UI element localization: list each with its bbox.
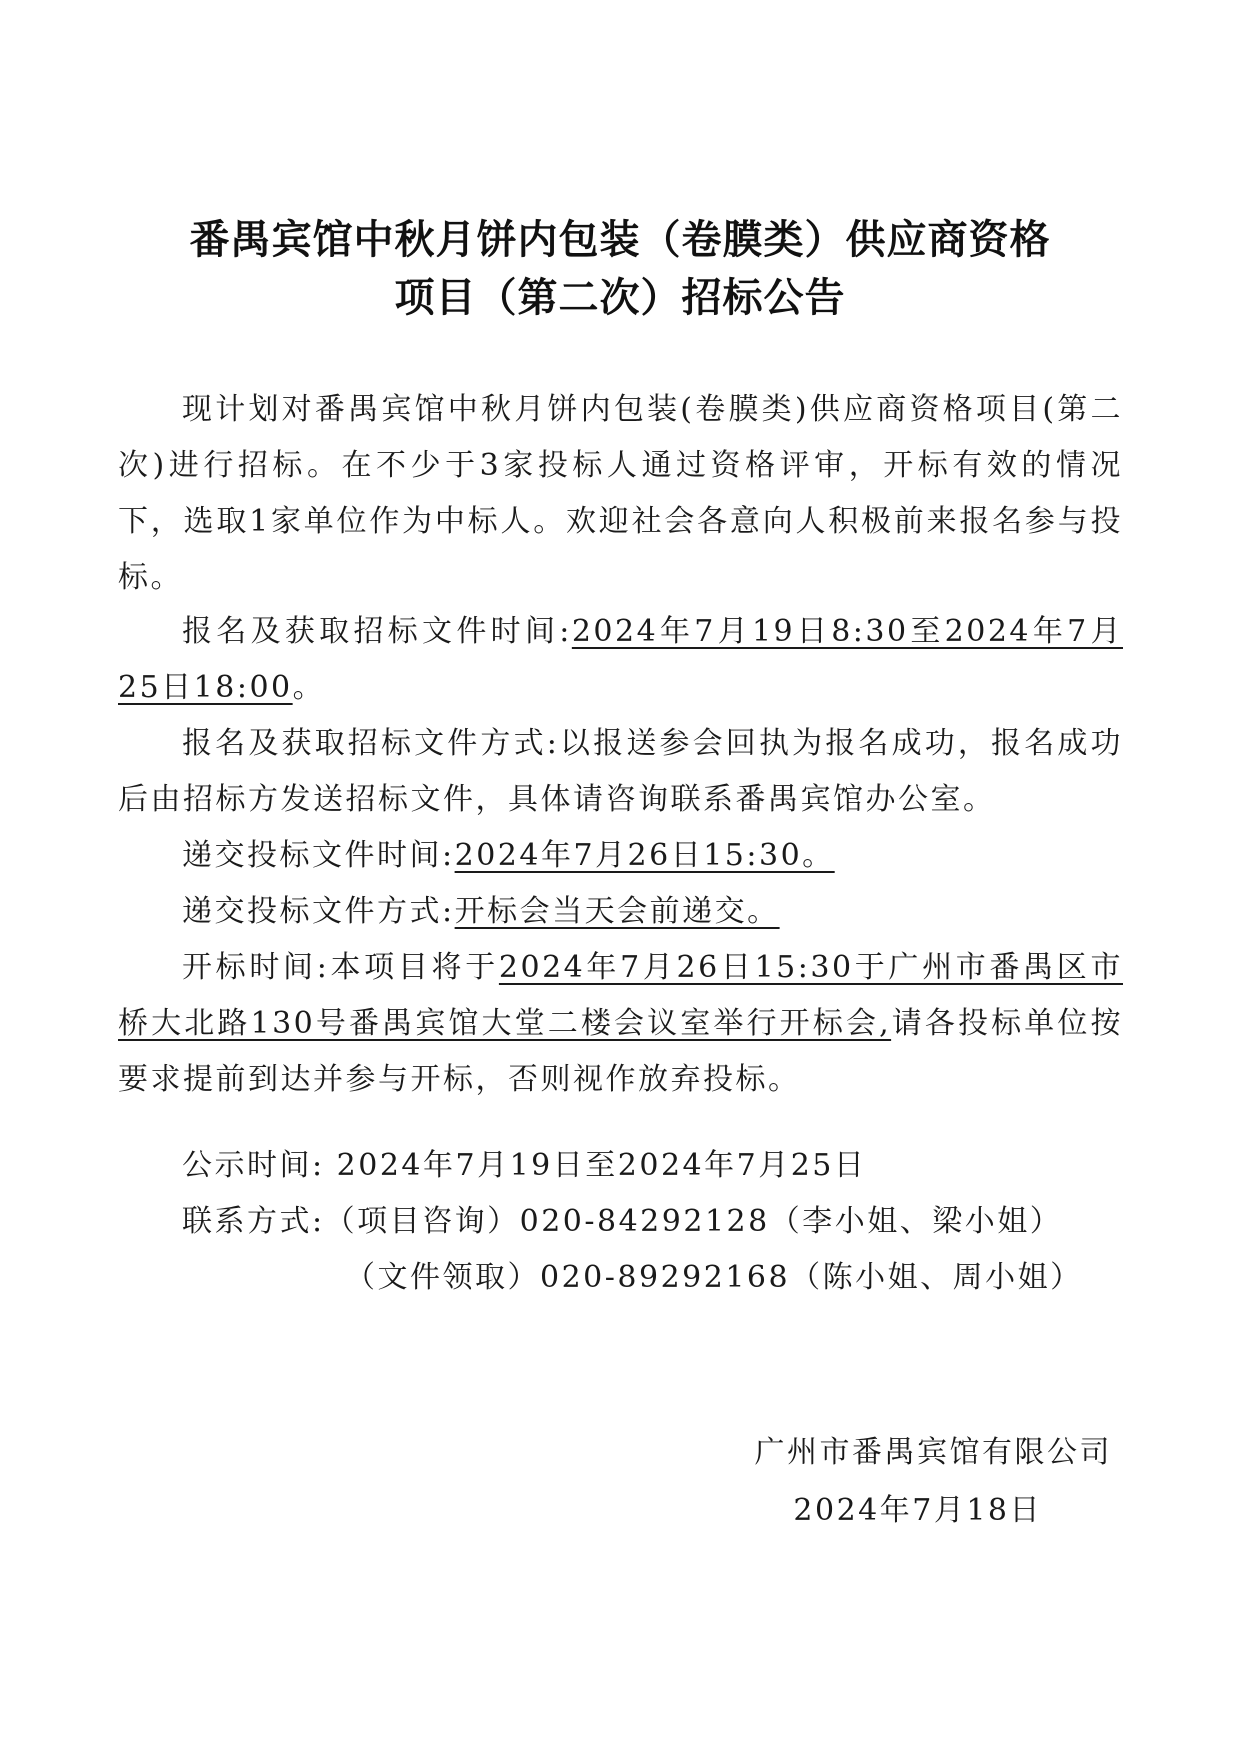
submission-time-label: 递交投标文件时间:: [182, 838, 455, 873]
publicity-line: [182, 1138, 866, 1194]
document-title-line-1: 番禺宾馆中秋月饼内包装（卷膜类）供应商资格: [189, 217, 1051, 263]
contact-project-inquiry: （项目咨询）020-84292128（李小姐、梁小姐）: [324, 1204, 1063, 1239]
submission-time-value: 2024年7月26日15:30。: [454, 838, 835, 873]
submission-method-paragraph: [118, 884, 1123, 940]
submission-time-paragraph: [118, 828, 1123, 884]
registration-time-suffix: 。: [292, 670, 326, 705]
intro-paragraph: 现计划对番禺宾馆中秋月饼内包装(卷膜类)供应商资格项目(第二次)进行招标。在不少于3家投标人通过资格评审，开标有效的情况下，选取1家单位作为中标人。欢迎社会各意向人积极前来报名参与投标。: [118, 392, 1123, 595]
signature-date: 2024年7月18日: [793, 1493, 1042, 1528]
publicity-value: 2024年7月19日至2024年7月25日: [336, 1148, 867, 1183]
contact-line-2: [345, 1250, 1083, 1306]
registration-method-label: 报名及获取招标文件方式:: [182, 726, 560, 761]
opening-pre: 本项目将于: [329, 950, 499, 985]
signature-company: 广州市番禺宾馆有限公司: [754, 1435, 1112, 1470]
registration-time-value: 2024年7月19日8:30至2024年7月25日18:00: [118, 614, 1123, 705]
submission-method-label: 递交投标文件方式:: [182, 894, 455, 929]
contact-label: 联系方式:: [182, 1204, 325, 1239]
opening-value: 2024年7月26日15:30于广州市番禺区市桥大北路130号番禺宾馆大堂二楼会议室举行开标会,: [118, 950, 1123, 1041]
registration-method-value: 以报送参会回执为报名成功，报名成功后由招标方发送招标文件，具体请咨询联系番禺宾馆办公室。: [118, 726, 1124, 817]
opening-post: 请各投标单位按要求提前到达并参与开标，否则视作放弃投标。: [118, 1006, 1124, 1097]
registration-time-label: 报名及获取招标文件时间:: [182, 614, 572, 649]
submission-method-value: 开标会当天会前递交。: [454, 894, 780, 929]
publicity-label: 公示时间:: [182, 1148, 325, 1183]
opening-paragraph: [118, 940, 1123, 1108]
registration-time-paragraph: [118, 604, 1123, 716]
document-title-line-2: 项目（第二次）招标公告: [394, 275, 846, 321]
contact-line-1: [182, 1194, 1062, 1250]
registration-method-paragraph: [118, 716, 1123, 828]
opening-label: 开标时间:: [182, 950, 330, 985]
contact-document-pickup: （文件领取）020-89292168（陈小姐、周小姐）: [345, 1260, 1083, 1295]
